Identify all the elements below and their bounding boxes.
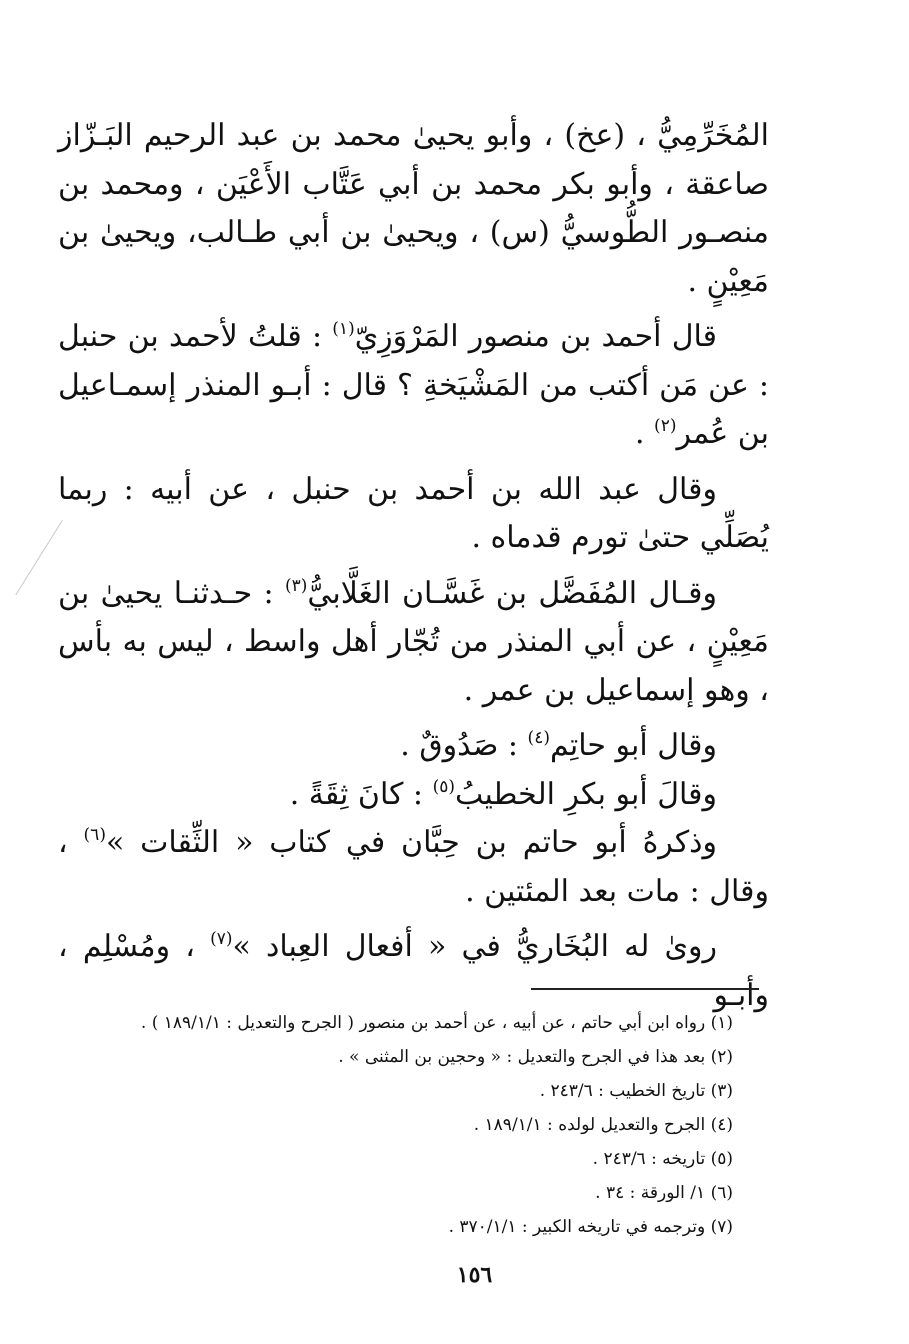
- paragraph-text: روىٰ له البُخَاريُّ في « أفعال العِباد »: [232, 929, 718, 964]
- footnote-separator: [531, 988, 759, 990]
- paragraph-text: وقال عبد الله بن أحمد بن حنبل ، عن أبيه : ربما يُصَلِّي حتىٰ تورم قدماه .: [58, 471, 769, 555]
- footnote-reference: (٤): [527, 728, 550, 748]
- paragraph-text: وقالَ أبو بكرِ الخطيبُ: [455, 776, 717, 812]
- paragraph-text: وذكرهُ أبو حاتم بن حِبَّان في كتاب « الثِّقات »: [105, 825, 717, 860]
- footnote-reference: (٥): [432, 776, 455, 797]
- footnote-item: (٣) تاريخ الخطيب : ٢٤٣/٦ .: [539, 1081, 733, 1101]
- paragraph-p4: [58, 570, 769, 716]
- footnote-reference: (٧): [210, 929, 233, 949]
- paragraph-p2: [58, 313, 769, 459]
- paragraph-p1: [58, 112, 769, 306]
- paragraph-text: : كانَ ثِقَةً .: [289, 776, 433, 812]
- footnote-reference: (٢): [654, 416, 677, 436]
- paragraph-text: : قلتُ لأحمد بن حنبل : عن مَن أكتب من المَشْيَخةِ ؟ قال : أبـو المنذر إسمـاعيل بن عُمر: [58, 319, 769, 451]
- paragraph-text: وقـال المُفَضَّل بن غَسَّـان الغَلَّابيُّ: [307, 575, 717, 611]
- paragraph-text: ، وقال : مات بعد المئتين .: [58, 825, 769, 909]
- paragraph-p6: [58, 771, 769, 820]
- footnote-item: (٥) تاريخه : ٢٤٣/٦ .: [592, 1149, 733, 1169]
- paragraph-text: قال أحمد بن منصور المَرْوَزِيّ: [354, 319, 717, 354]
- footnotes: [58, 1006, 733, 1244]
- paragraph-p3: [58, 466, 769, 563]
- paragraph-p5: [58, 722, 769, 771]
- footnote-item: (٤) الجرح والتعديل لولده : ١٨٩/١/١ .: [473, 1115, 733, 1135]
- footnote-item: (١) رواه ابن أبي حاتم ، عن أبيه ، عن أحمد بن منصور ( الجرح والتعديل : ١٨٩/١/١ ) .: [140, 1013, 733, 1033]
- footnote-reference: (١): [332, 319, 355, 339]
- footnote-item: (٦) ١/ الورقة : ٣٤ .: [595, 1183, 733, 1203]
- paragraph-text: ، ومُسْلِم ، وأبـو: [58, 929, 769, 1013]
- paragraph-p7: [58, 819, 769, 916]
- footnote-reference: (٦): [83, 825, 106, 845]
- scan-artifact-line: [15, 520, 62, 595]
- paragraph-text: .: [634, 416, 655, 451]
- footnote-reference: (٣): [284, 575, 308, 596]
- paragraph-text: : صَدُوقٌ .: [400, 728, 528, 763]
- paragraph-text: : حـدثنـا يحيىٰ بن مَعِيْنٍ ، عن أبي المنذر من تُجّار أهل واسط ، ليس به بأس ، وهو إسماعيل بن عمر .: [58, 575, 769, 708]
- paragraph-text: المُخَرِّمِيُّ ، (عخ) ، وأبو يحيىٰ محمد بن عبد الرحيم البَـزّاز صاعقة ، وأبو بكر محمد بن أبي عَتَّاب الأَعْيَن ، ومحمد بن منصـور الطُّوسيُّ (س) ، ويحيىٰ بن أبي طـالب، ويحيىٰ بن مَعِيْنٍ .: [58, 118, 769, 299]
- paragraph-text: وقال أبو حاتِم: [549, 728, 717, 763]
- main-text: [58, 112, 769, 1027]
- footnote-item: (٧) وترجمه في تاريخه الكبير : ٣٧٠/١/١ .: [448, 1217, 733, 1237]
- footnote-item: (٢) بعد هذا في الجرح والتعديل : « وحجين بن المثنى » .: [338, 1047, 733, 1067]
- page-number: ١٥٦: [456, 1262, 493, 1288]
